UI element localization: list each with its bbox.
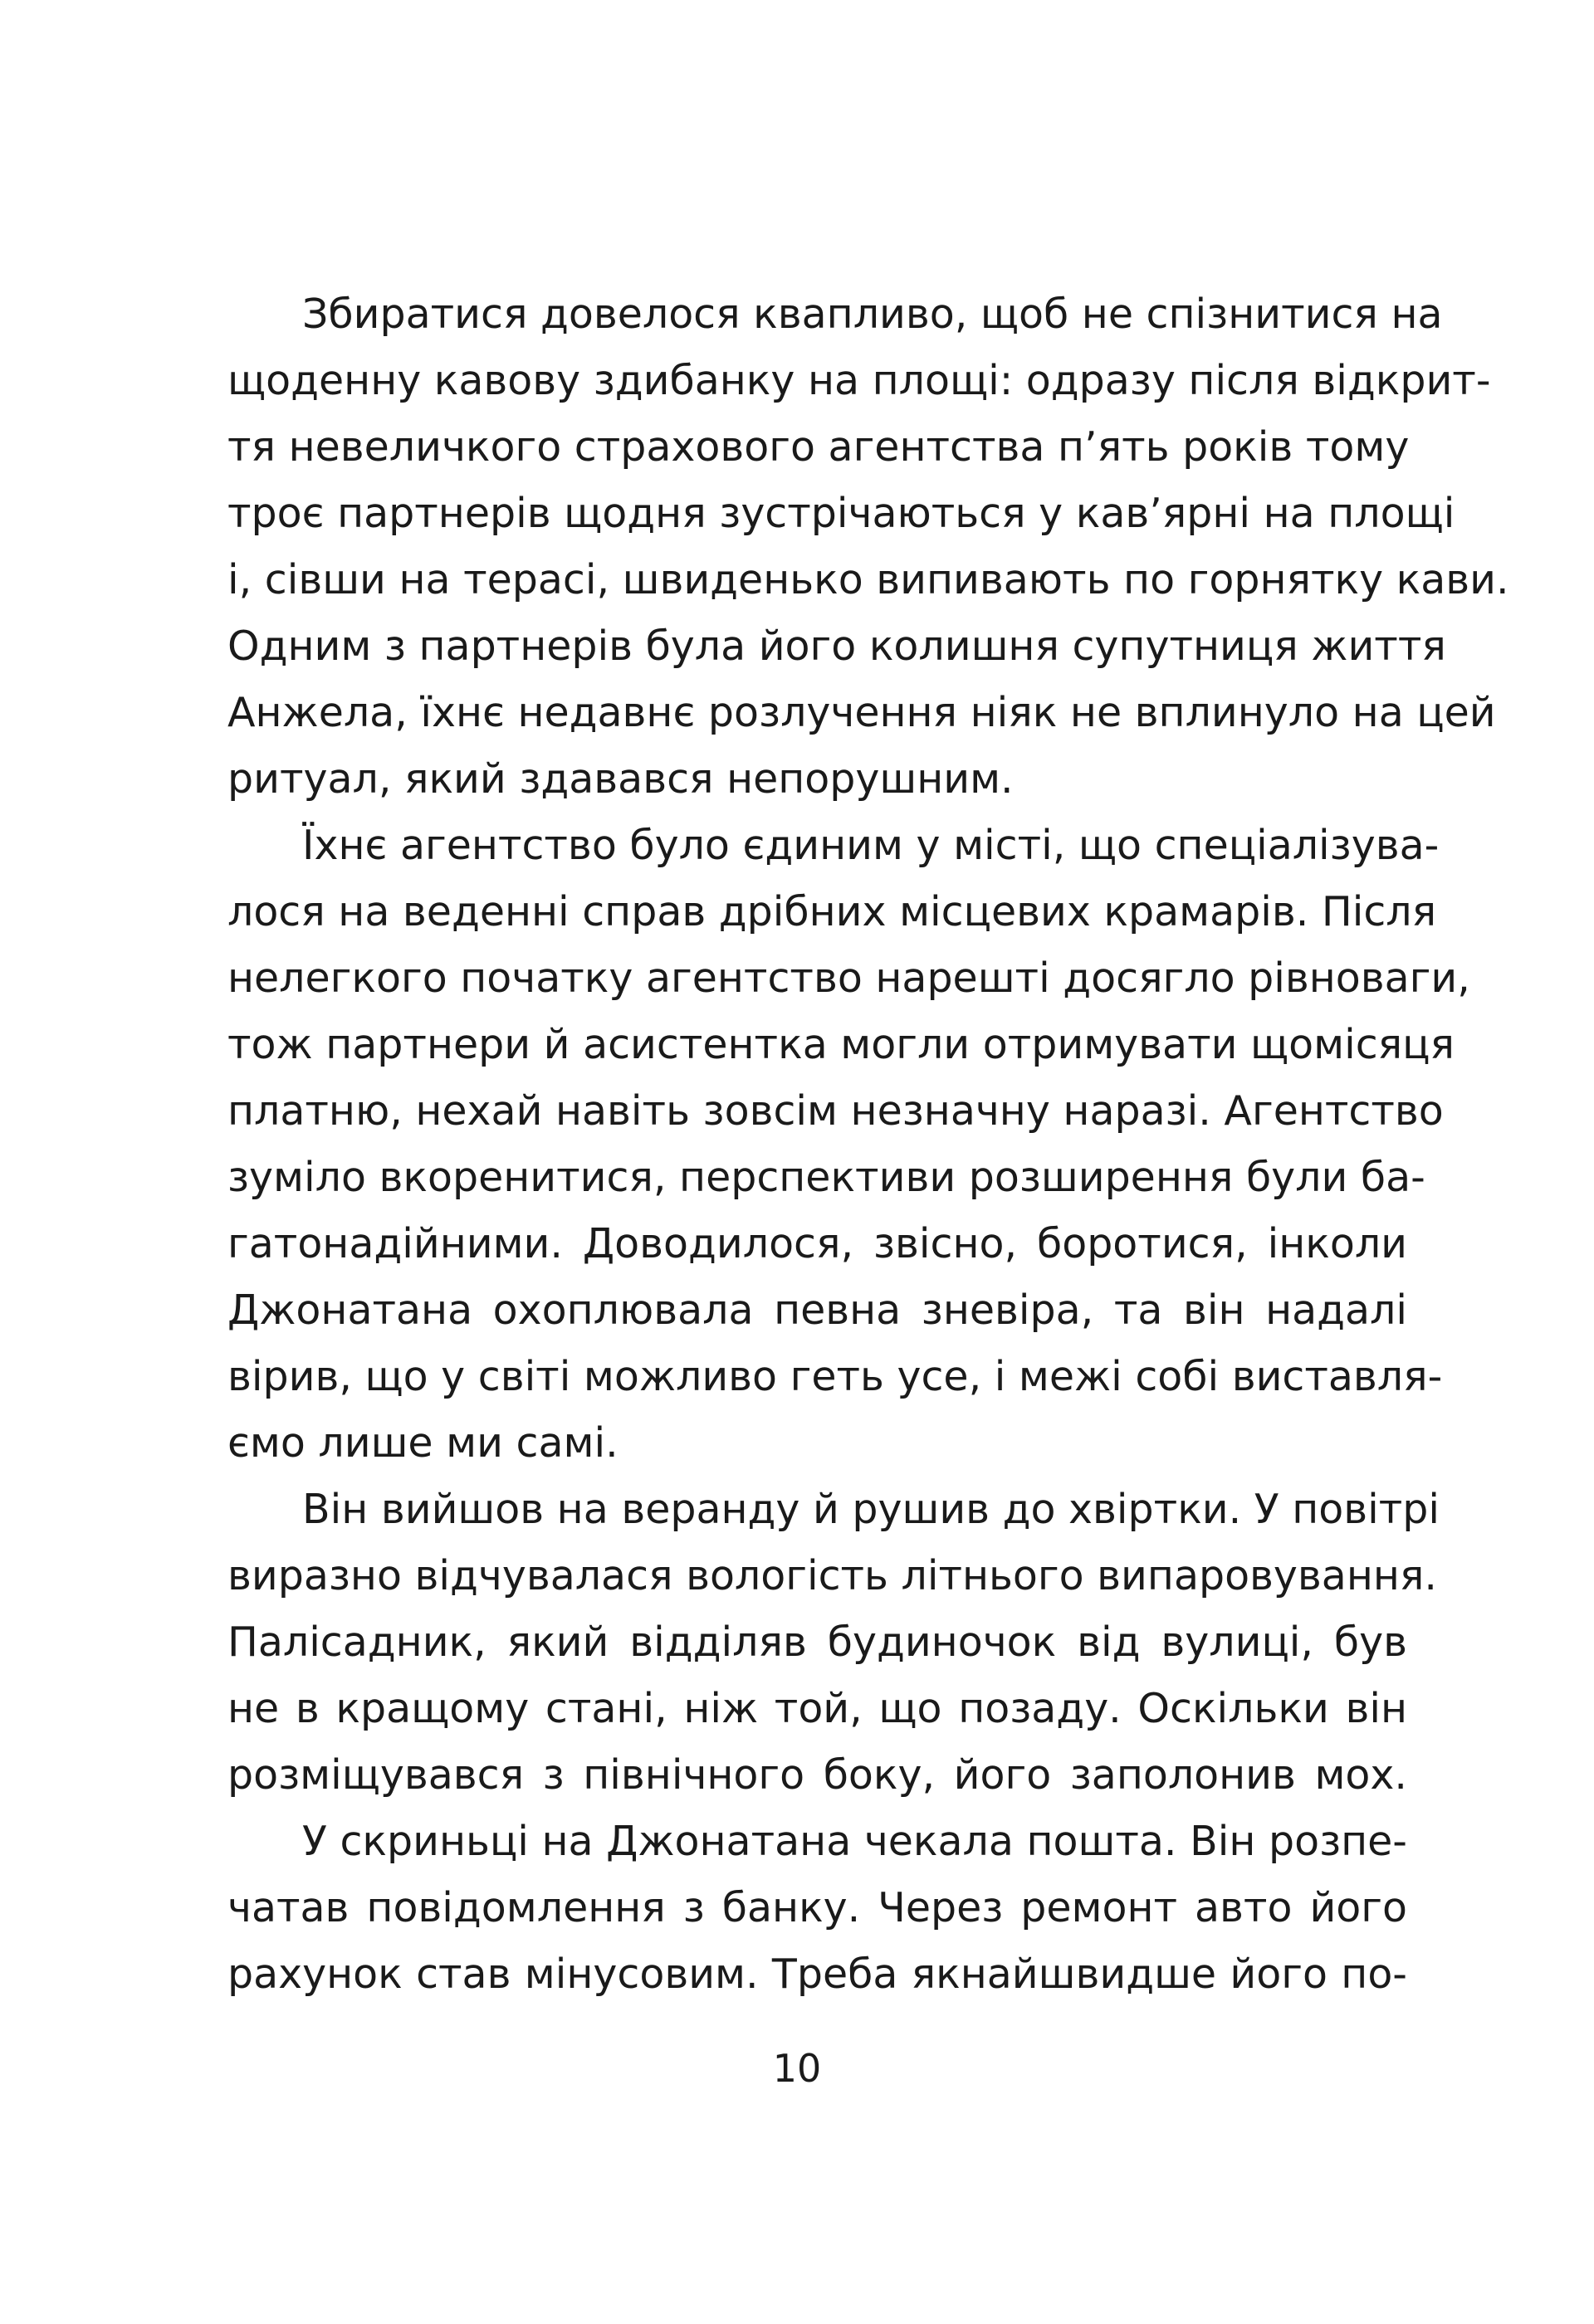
text-line: Збиратися довелося квапливо, щоб не спізнитися на bbox=[302, 290, 1443, 338]
text-line: зуміло вкоренитися, перспективи розширення були ба- bbox=[227, 1154, 1425, 1201]
text-line: лося на веденні справ дрібних місцевих крамарів. Після bbox=[227, 888, 1437, 935]
text-line: платню, нехай навіть зовсім незначну наразі. Агентство bbox=[227, 1087, 1444, 1135]
text-line: ритуал, який здавався непорушним. bbox=[227, 755, 1014, 803]
text-line: рахунок став мінусовим. Треба якнайшвидше його по- bbox=[227, 1950, 1407, 1998]
text-line: чатав повідомлення з банку. Через ремонт авто його bbox=[227, 1884, 1407, 1931]
text-line: Одним з партнерів була його колишня супутниця життя bbox=[227, 622, 1446, 670]
text-line: і, сівши на терасі, швиденько випивають по горнятку кави. bbox=[227, 556, 1509, 603]
text-line: У скриньці на Джонатана чекала пошта. Він розпе- bbox=[302, 1818, 1407, 1865]
text-line: розміщувався з північного боку, його заполонив мох. bbox=[227, 1751, 1407, 1799]
text-line: Палісадник, який відділяв будиночок від вулиці, був bbox=[227, 1618, 1407, 1666]
text-line: троє партнерів щодня зустрічаються у кав’ярні на площі bbox=[227, 490, 1455, 537]
text-line: нелегкого початку агентство нарешті досягло рівноваги, bbox=[227, 954, 1470, 1002]
paragraph-4 bbox=[227, 1809, 1407, 2008]
text-line: гатонадійними. Доводилося, звісно, боротися, інколи bbox=[227, 1220, 1407, 1267]
text-line: тож партнери й асистентка могли отримувати щомісяця bbox=[227, 1021, 1455, 1068]
paragraph-1 bbox=[227, 281, 1509, 813]
text-line: щоденну кавову здибанку на площі: одразу після відкрит- bbox=[227, 357, 1491, 404]
text-line: тя невеличкого страхового агентства п’ять років тому bbox=[227, 423, 1410, 471]
text-line: Анжела, їхнє недавнє розлучення ніяк не вплинуло на цей bbox=[227, 689, 1496, 736]
paragraph-2 bbox=[227, 813, 1470, 1477]
text-line: ємо лише ми самі. bbox=[227, 1419, 619, 1467]
text-line: Джонатана охоплювала певна зневіра, та він надалі bbox=[227, 1286, 1407, 1334]
text-line: вірив, що у світі можливо геть усе, і межі собі виставля- bbox=[227, 1353, 1443, 1400]
text-line: не в кращому стані, ніж той, що позаду. Оскільки він bbox=[227, 1685, 1407, 1732]
body-text bbox=[227, 281, 1509, 2008]
page-number: 10 bbox=[772, 2046, 822, 2091]
text-line: Їхнє агентство було єдиним у місті, що спеціалізува- bbox=[302, 822, 1440, 869]
text-line: Він вийшов на веранду й рушив до хвіртки. У повітрі bbox=[302, 1486, 1440, 1533]
text-line: виразно відчувалася вологість літнього випаровування. bbox=[227, 1552, 1437, 1599]
paragraph-3 bbox=[227, 1477, 1440, 1809]
